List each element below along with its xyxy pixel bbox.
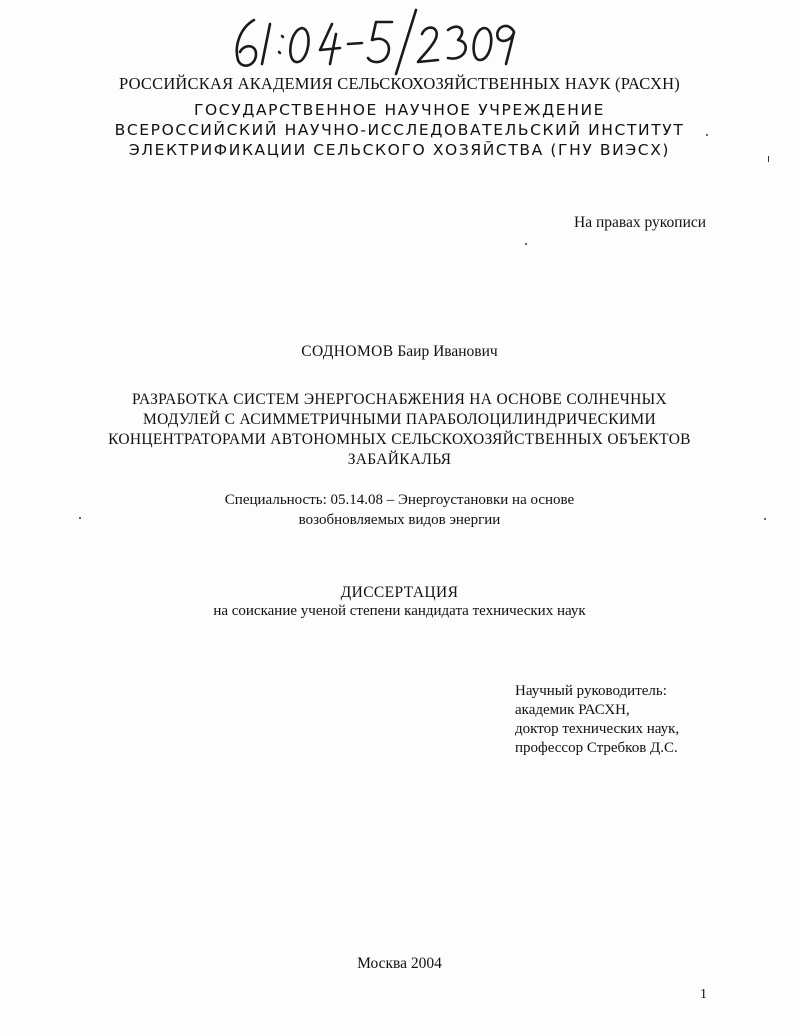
title-line: КОНЦЕНТРАТОРАМИ АВТОНОМНЫХ СЕЛЬСКОХОЗЯЙСТВЕННЫХ ОБЪЕКТОВ	[108, 431, 691, 448]
handwritten-archive-number	[226, 6, 516, 76]
rights-notice: На правах рукописи	[574, 214, 707, 231]
author-surname: СОДНОМОВ	[301, 343, 394, 360]
degree-sought: на соискание ученой степени кандидата технических наук	[213, 603, 586, 619]
institution-name	[0, 100, 799, 160]
specialty	[0, 490, 799, 530]
institution-line: ВСЕРОССИЙСКИЙ НАУЧНО-ИССЛЕДОВАТЕЛЬСКИЙ ИНСТИТУТ	[114, 121, 685, 139]
title-line: ЗАБАЙКАЛЬЯ	[347, 451, 452, 468]
scan-speck	[706, 134, 708, 136]
institution-line: ГОСУДАРСТВЕННОЕ НАУЧНОЕ УЧРЕЖДЕНИЕ	[193, 101, 606, 119]
specialty-line: Специальность: 05.14.08 – Энергоустановки на основе	[224, 492, 575, 508]
institution-line: ЭЛЕКТРИФИКАЦИИ СЕЛЬСКОГО ХОЗЯЙСТВА (ГНУ ВИЭСХ)	[128, 141, 671, 159]
page-number: 1	[700, 987, 707, 1002]
supervisor-line: Научный руководитель:	[515, 683, 667, 699]
supervisor-line: профессор Стребков Д.С.	[515, 740, 678, 756]
supervisor-block	[515, 682, 679, 758]
scan-speck	[768, 156, 769, 162]
scan-speck	[525, 243, 527, 245]
scan-speck	[764, 518, 766, 520]
author-given-names: Баир Иванович	[397, 343, 498, 360]
author-name	[0, 343, 799, 361]
city-year: Москва 2004	[357, 955, 442, 972]
title-line: РАЗРАБОТКА СИСТЕМ ЭНЕРГОСНАБЖЕНИЯ НА ОСНОВЕ СОЛНЕЧНЫХ	[132, 391, 667, 408]
title-line: МОДУЛЕЙ С АСИММЕТРИЧНЫМИ ПАРАБОЛОЦИЛИНДРИЧЕСКИМИ	[143, 411, 656, 428]
document-type: ДИССЕРТАЦИЯ	[340, 584, 459, 601]
scan-speck	[79, 517, 81, 519]
specialty-line: возобновляемых видов энергии	[298, 512, 501, 528]
academy-name: РОССИЙСКАЯ АКАДЕМИЯ СЕЛЬСКОХОЗЯЙСТВЕННЫХ НАУК (РАСХН)	[119, 74, 680, 93]
supervisor-line: доктор технических наук,	[515, 721, 680, 737]
supervisor-line: академик РАСХН,	[515, 702, 630, 718]
thesis-title	[0, 390, 799, 470]
handwritten-archive-number-drawing	[226, 6, 516, 76]
